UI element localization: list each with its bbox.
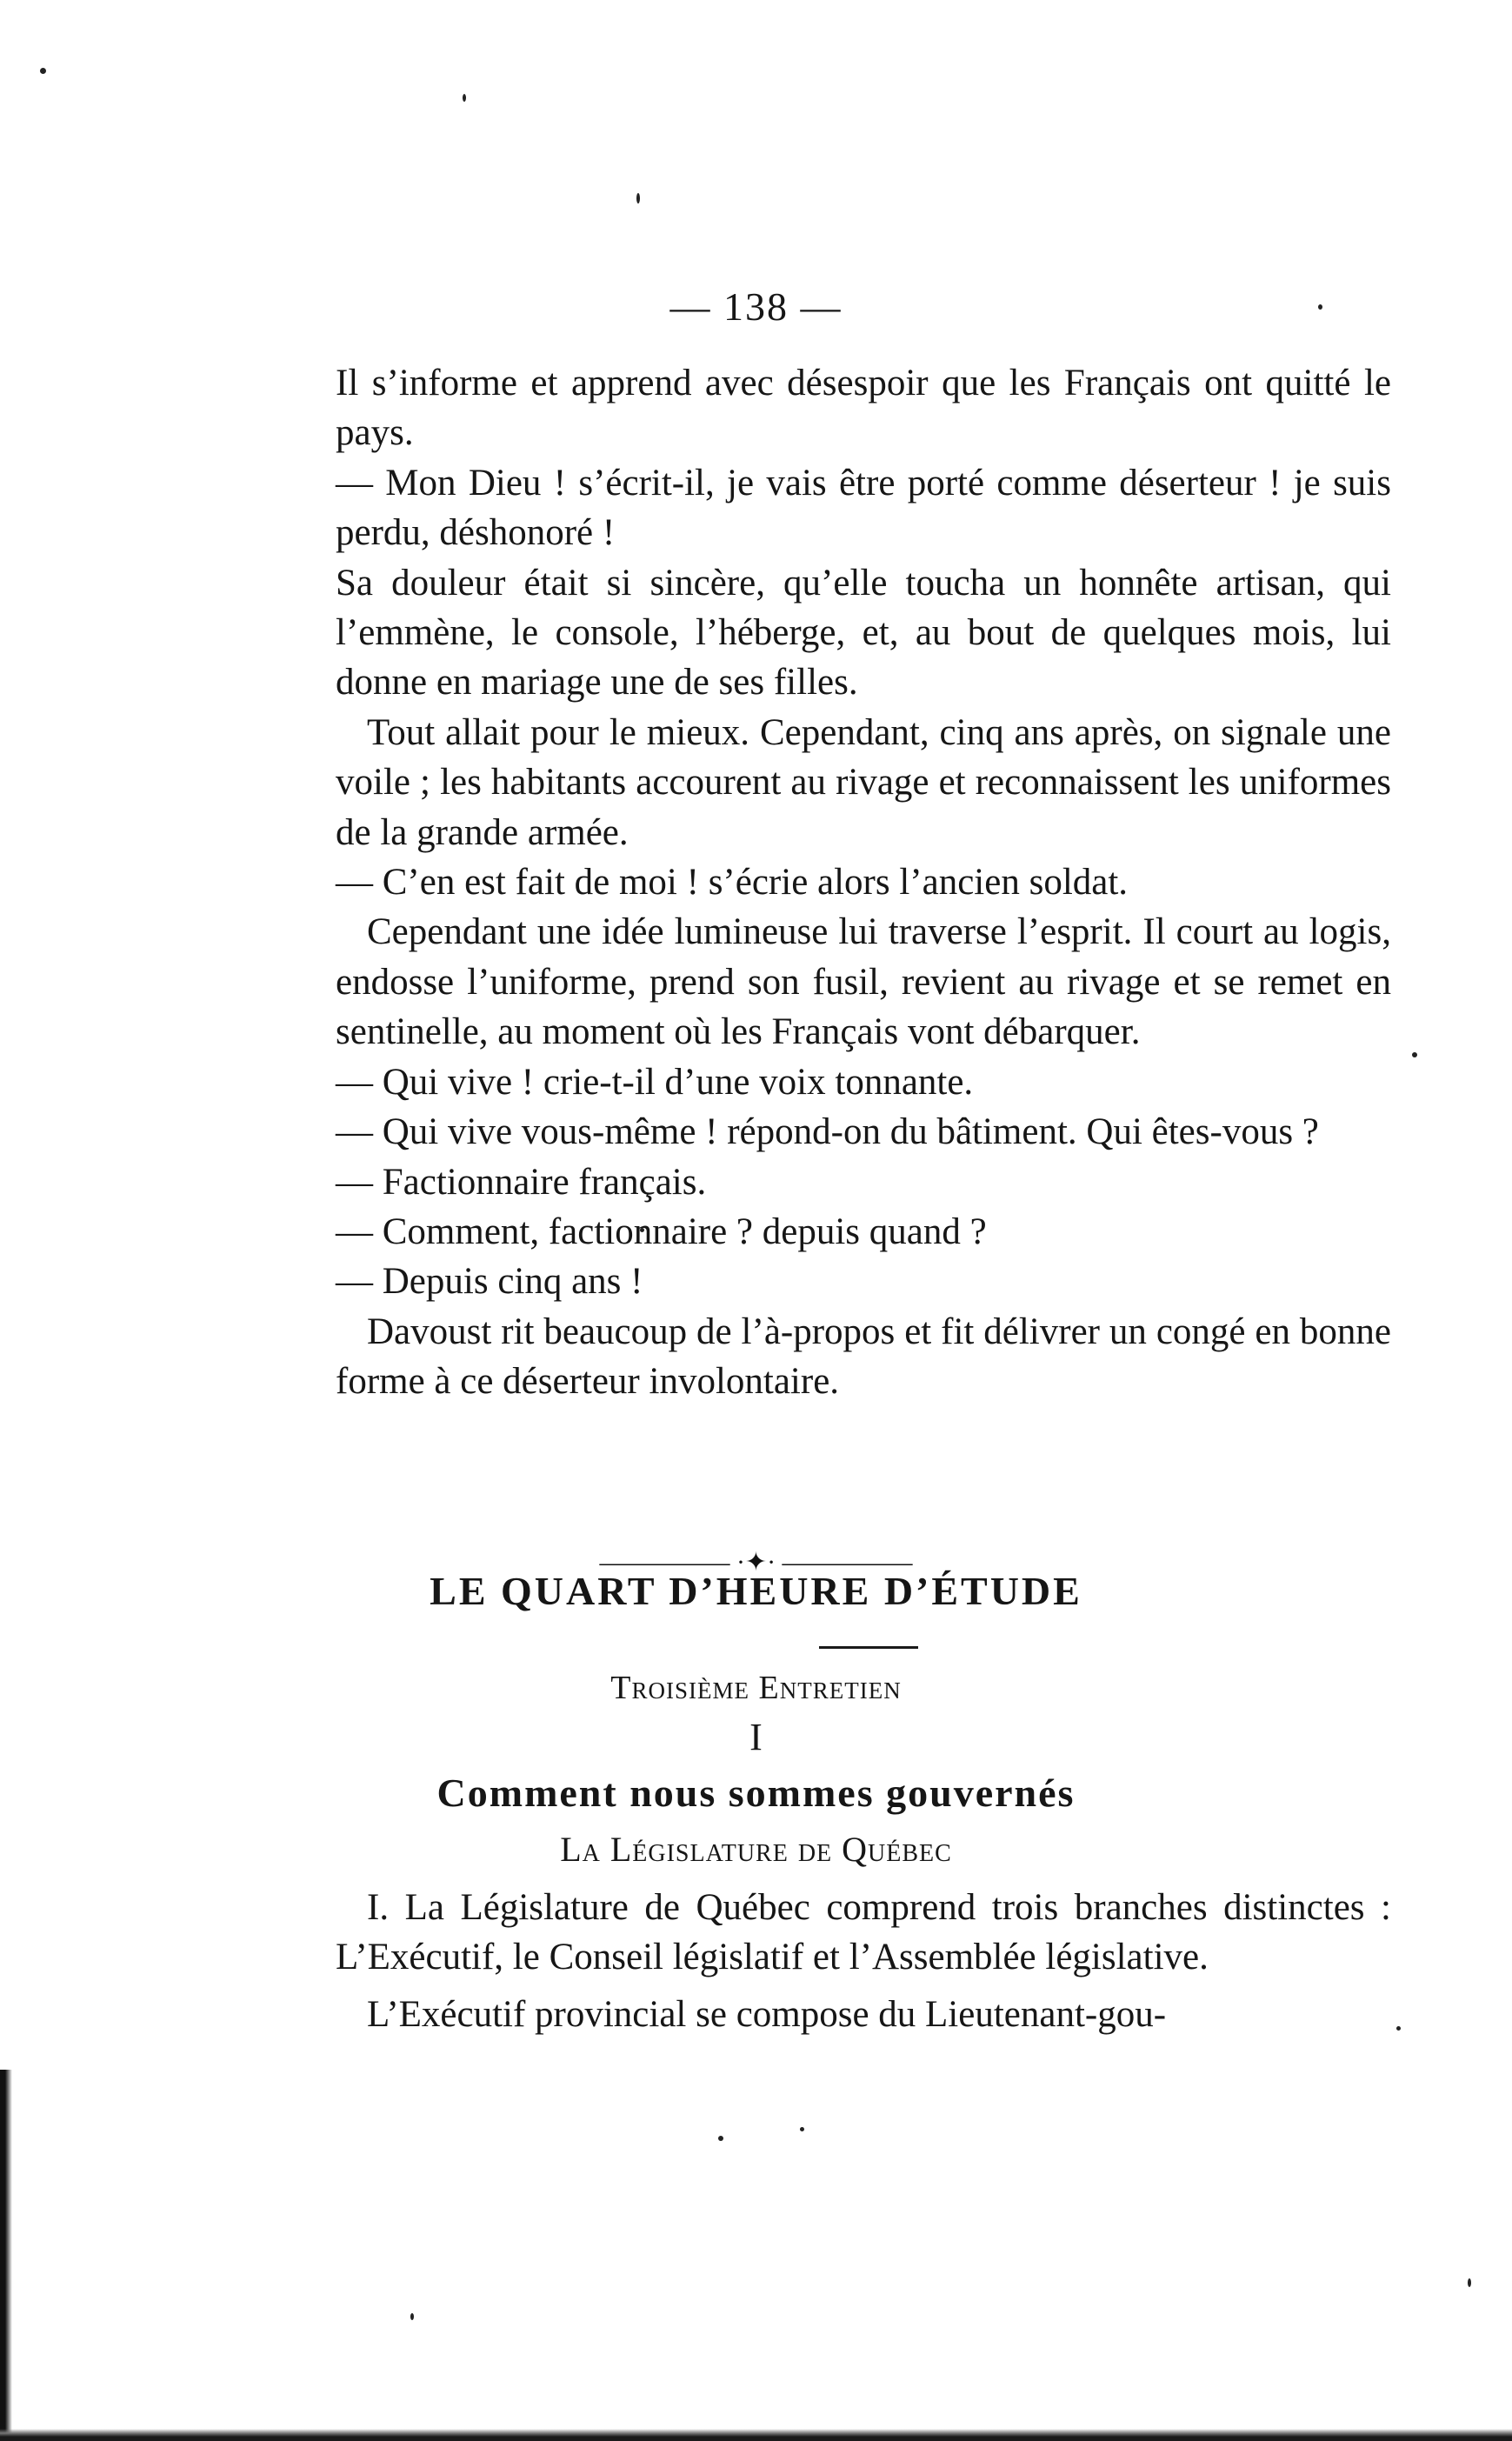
scan-speck bbox=[800, 2127, 804, 2131]
scan-edge-bottom bbox=[0, 2429, 1512, 2441]
paragraph: — Factionnaire français. bbox=[336, 1161, 707, 1203]
paragraph: — Depuis cinq ans ! bbox=[336, 1261, 643, 1303]
paragraph: — C’en est fait de moi ! s’écrie alors l’ancien soldat. bbox=[336, 862, 1129, 904]
chapter-subtitle: La Législature de Québec bbox=[560, 1830, 952, 1869]
paragraph: — Qui vive vous-même ! répond-on du bâtiment. Qui êtes-vous ? bbox=[336, 1111, 1319, 1153]
scan-speck bbox=[410, 2313, 414, 2320]
paragraph: — Mon Dieu ! s’écrit-il, je vais être porté comme déserteur ! je suis perdu, déshonoré ! bbox=[336, 462, 1391, 554]
ornamental-separator: ————— ·✦· ————— bbox=[599, 1548, 913, 1577]
scan-speck bbox=[718, 2136, 723, 2141]
paragraph: Sa douleur était si sincère, qu’elle toucha un honnête artisan, qui l’emmène, le console, l’héberge, et, au bout de quelques mois, lui donne en mariage une de ses filles. bbox=[336, 562, 1391, 704]
paragraph: Il s’informe et apprend avec désespoir que les Français ont quitté le pays. bbox=[336, 363, 1391, 454]
paragraph: — Comment, factionnaire ? depuis quand ? bbox=[336, 1210, 987, 1252]
paragraph: Cependant une idée lumineuse lui traverse l’esprit. Il court au logis, endosse l’uniforme, prend son fusil, revient au rivage et se remet en sentinelle, au moment où les Français vont débarquer. bbox=[336, 911, 1391, 1053]
scan-speck bbox=[636, 193, 640, 203]
scan-speck bbox=[1468, 2278, 1471, 2287]
paragraph: Davoust rit beaucoup de l’à-propos et fit délivrer un congé en bonne forme à ce déserteur involontaire. bbox=[336, 1311, 1391, 1403]
scan-speck bbox=[1412, 1052, 1417, 1057]
roman-numeral: I bbox=[749, 1716, 763, 1758]
page-number: — 138 — bbox=[669, 284, 843, 329]
title-rule bbox=[819, 1646, 918, 1649]
chapter-title: Comment nous sommes gouvernés bbox=[436, 1771, 1076, 1815]
section-subtitle: Troisième Entretien bbox=[610, 1670, 902, 1706]
section-title: LE QUART D’HEURE D’ÉTUDE bbox=[430, 1569, 1082, 1613]
paragraph: Tout allait pour le mieux. Cependant, cinq ans après, on signale une voile ; les habitants accourent au rivage et reconnaissent les uniformes de la grande armée. bbox=[336, 711, 1391, 853]
paragraph: — Qui vive ! crie-t-il d’une voix tonnante. bbox=[336, 1061, 974, 1103]
scan-edge-left bbox=[0, 2070, 12, 2441]
scan-speck bbox=[463, 94, 466, 102]
scan-speck bbox=[40, 68, 46, 74]
paragraph: I. La Législature de Québec comprend trois branches distinctes : L’Exécutif, le Conseil législatif et l’Assemblée législative. bbox=[336, 1887, 1391, 1978]
lower-text bbox=[336, 1883, 1391, 2039]
paragraph: L’Exécutif provincial se compose du Lieutenant-gou- bbox=[367, 1993, 1167, 2035]
scan-speck bbox=[1396, 2026, 1401, 2031]
body-text bbox=[336, 358, 1391, 1407]
